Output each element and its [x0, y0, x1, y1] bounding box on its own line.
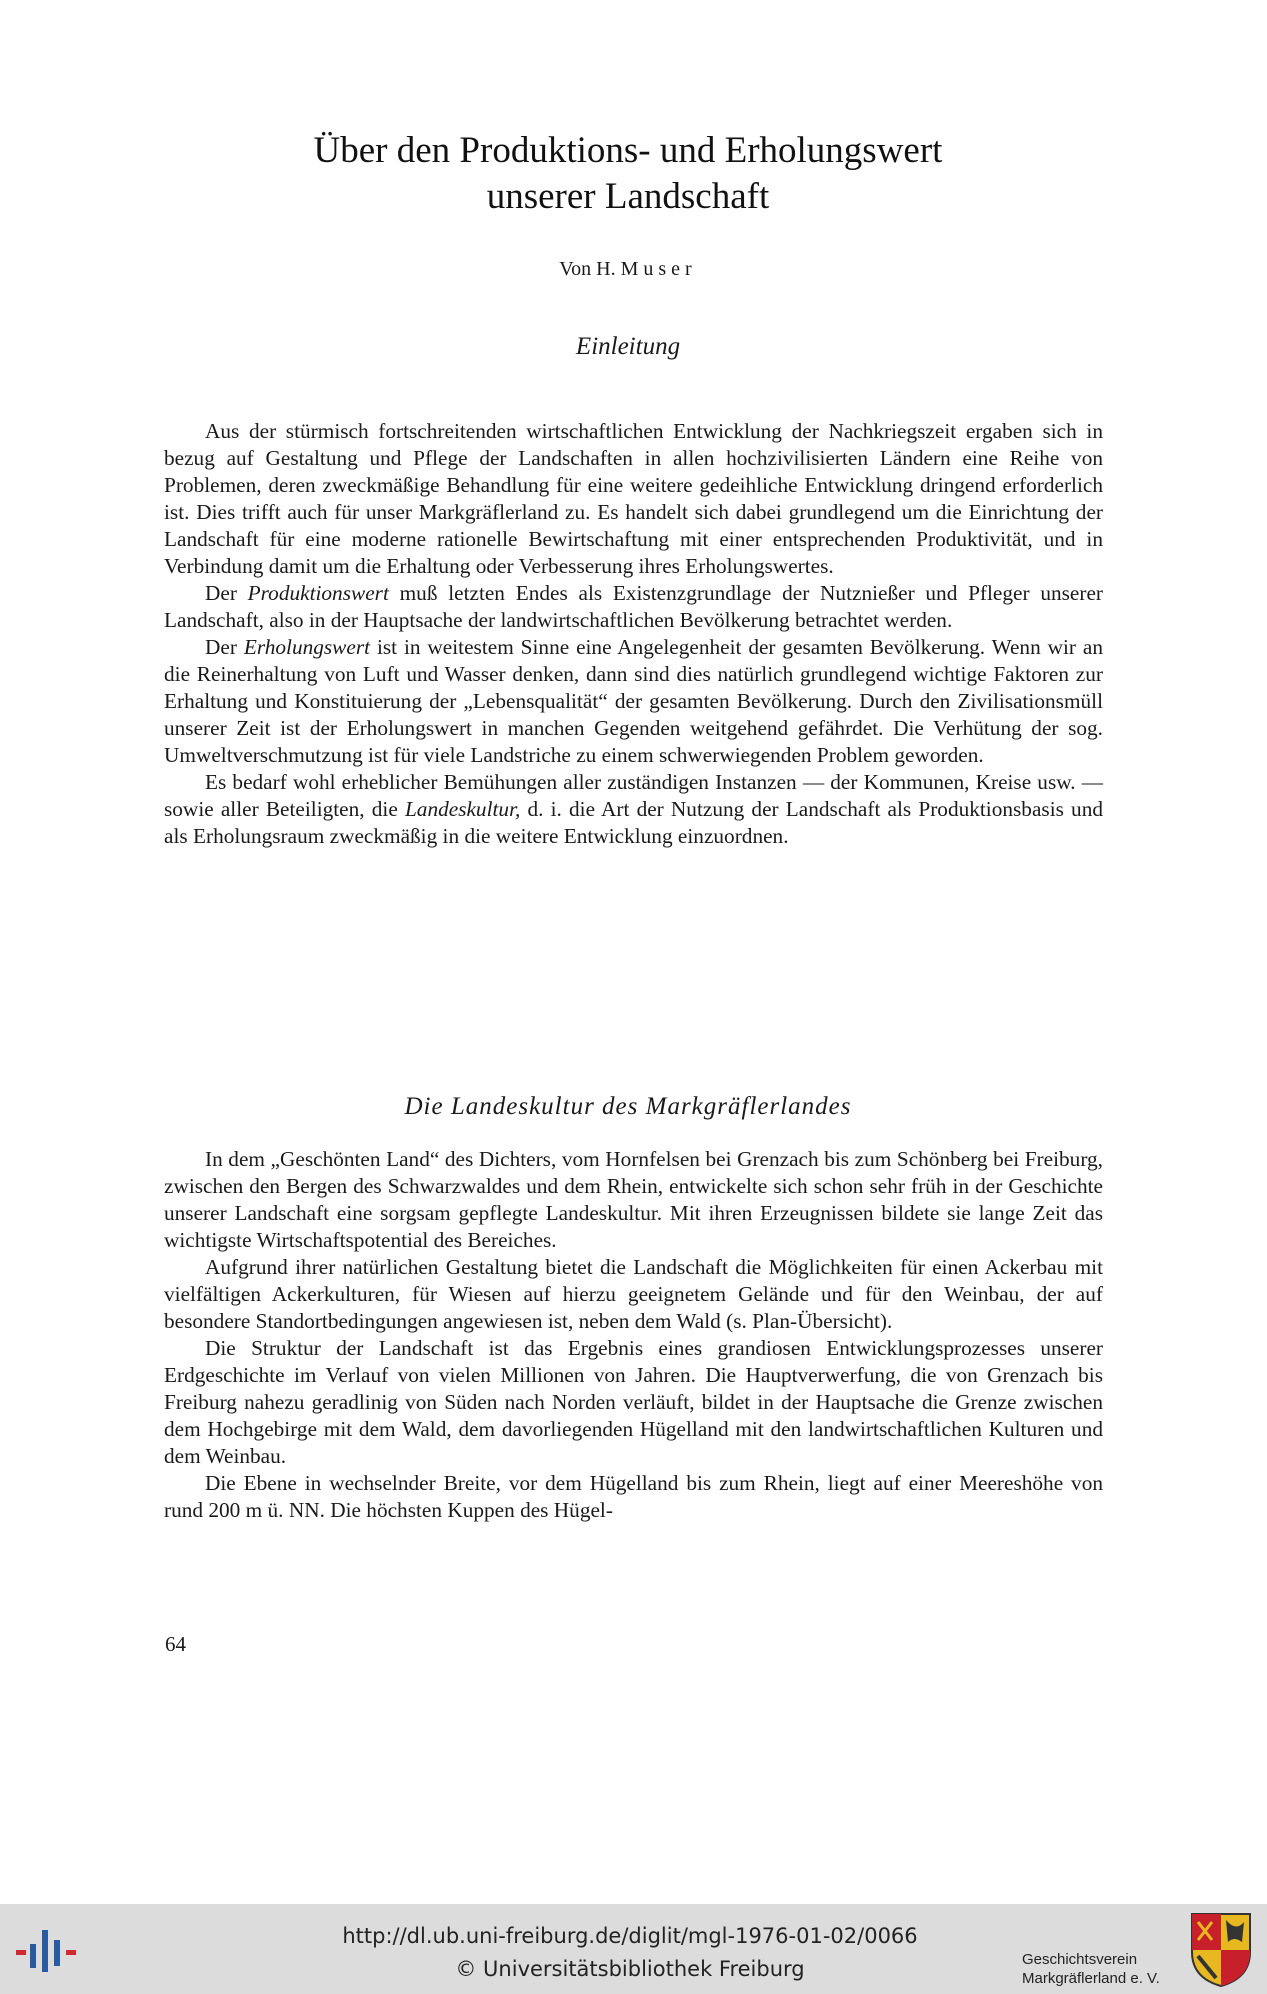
title-line-2: unserer Landschaft: [486, 176, 770, 217]
ub-freiburg-logo-icon: [16, 1926, 84, 1976]
paragraph: Aufgrund ihrer natürlichen Gestaltung bietet die Landschaft die Möglichkeiten für einen Ackerbau mit vielfältigen Ackerkulturen, für Wiesen auf hierzu geeignetem Gelände und für den Weinbau, der auf besondere Standortbedingungen angewiesen ist, neben dem Wald (s. Plan-Übersicht).: [164, 1255, 1103, 1333]
paragraph-text: Es bedarf wohl erheblicher Bemühungen aller zuständigen Instanzen — der Kommunen, Kreise usw. — sowie aller Beteiligten, die: [164, 770, 1103, 821]
society-line-1: Geschichtsverein: [1022, 1951, 1138, 1968]
paragraph: Die Ebene in wechselnder Breite, vor dem Hügelland bis zum Rhein, liegt auf einer Meereshöhe von rund 200 m ü. NN. Die höchsten Kuppen des Hügel-: [164, 1471, 1103, 1522]
section-body-einleitung: [164, 418, 1103, 850]
paragraph: Aus der stürmisch fortschreitenden wirtschaftlichen Entwicklung der Nachkriegszeit ergaben sich in bezug auf Gestaltung und Pflege der Landschaften in allen hochzivilisierten Ländern eine Reihe von Problemen, deren zweckmäßige Behandlung für eine weitere gedeihliche Entwicklung dringend erforderlich ist. Dies trifft auch für unser Markgräflerland zu. Es handelt sich dabei grundlegend um die Einrichtung der Landschaft für eine moderne rationelle Bewirtschaftung mit einer entsprechenden Produktivität, und in Verbindung damit um die Erhaltung oder Verbesserung ihres Erholungswertes.: [164, 419, 1103, 578]
paragraph-text: Der: [205, 581, 248, 605]
title-line-1: Über den Produktions- und Erholungswert: [313, 130, 943, 171]
emphasis-text: Erholungswert: [243, 635, 371, 659]
author-line: [150, 258, 1106, 281]
permalink-url[interactable]: http://dl.ub.uni-freiburg.de/diglit/mgl-1976-01-02/0066: [342, 1924, 918, 1948]
footer-bar: [0, 1904, 1267, 1994]
paragraph: [164, 634, 1103, 769]
section-heading-einleitung: Einleitung: [575, 333, 681, 360]
coat-of-arms-icon: [1190, 1912, 1252, 1988]
paragraph-text: Der: [205, 635, 244, 659]
paragraph: [164, 580, 1103, 634]
section-body-landeskultur: [164, 1146, 1103, 1524]
section-heading-landeskultur: Die Landeskultur des Markgräflerlandes: [404, 1093, 852, 1120]
emphasis-text: Landeskultur,: [404, 797, 521, 821]
article-title: [150, 128, 1106, 220]
paragraph-text: d. i. die Art der Nutzung der Landschaft als Produktionsbasis und als Erholungsraum zweckmäßig in die weitere Entwicklung einzuordnen.: [164, 797, 1104, 848]
page-number: 64: [165, 1632, 186, 1656]
paragraph-text: ist in weitestem Sinne eine Angelegenheit der gesamten Bevölkerung. Wenn wir an die Reinerhaltung von Luft und Wasser denken, dann sind dies natürlich grundlegend wichtige Faktoren zur Erhaltung und Konstituierung der „Lebensqualität“ der gesamten Bevölkerung. Durch den Zivilisationsmüll unserer Zeit ist der Erholungswert in manchen Gegenden weitgehend gefährdet. Die Verhütung der sog. Umweltverschmutzung ist für viele Landstriche zu einem schwerwiegenden Problem geworden.: [164, 635, 1103, 767]
author-prefix: Von H.: [559, 258, 616, 280]
society-line-2: Markgräflerland e. V.: [1022, 1970, 1160, 1987]
emphasis-text: Produktionswert: [247, 581, 389, 605]
author-name: Muser: [620, 258, 697, 280]
paragraph: Die Struktur der Landschaft ist das Ergebnis eines grandiosen Entwicklungsprozesses unserer Erdgeschichte im Verlauf von vielen Millionen von Jahren. Die Hauptverwerfung, die von Grenzach bis Freiburg nahezu geradlinig von Süden nach Norden verläuft, bildet in der Hauptsache die Grenze zwischen dem Hochgebirge mit dem Wald, dem davorliegenden Hügelland mit den landwirtschaftlichen Kulturen und dem Weinbau.: [164, 1336, 1103, 1468]
paragraph: In dem „Geschönten Land“ des Dichters, vom Hornfelsen bei Grenzach bis zum Schönberg bei Freiburg, zwischen den Bergen des Schwarzwaldes und dem Rhein, entwickelte sich schon sehr früh in der Geschichte unserer Landschaft eine sorgsam gepflegte Landeskultur. Mit ihren Erzeugnissen bildete sie lange Zeit das wichtigste Wirtschaftspotential des Bereiches.: [164, 1147, 1103, 1252]
paragraph-text: muß letzten Endes als Existenzgrundlage der Nutznießer und Pfleger unserer Landschaft, also in der Hauptsache der landwirtschaftlichen Bevölkerung betrachtet werden.: [164, 581, 1103, 632]
paragraph: [164, 769, 1103, 850]
society-name: [1022, 1950, 1187, 1988]
copyright-text: © Universitätsbibliothek Freiburg: [455, 1957, 805, 1981]
